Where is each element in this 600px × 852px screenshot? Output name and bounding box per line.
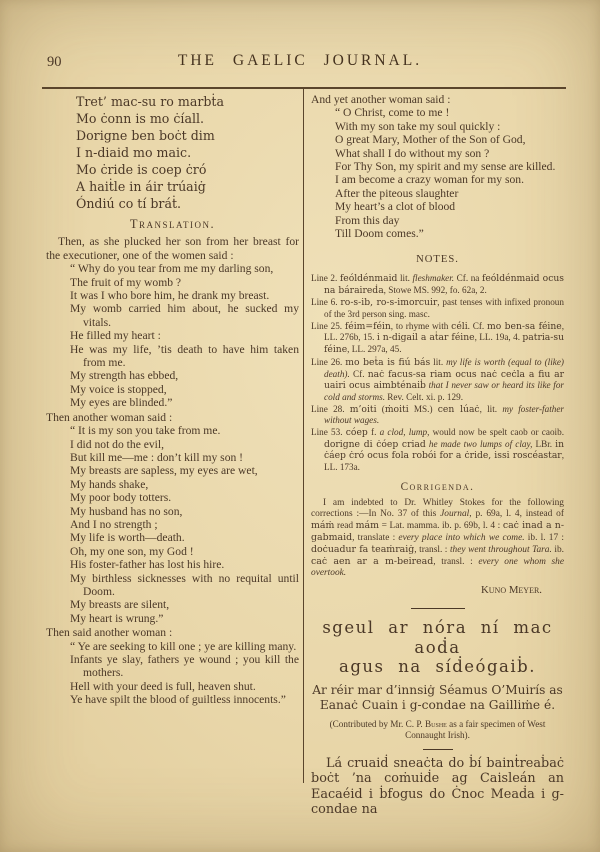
verse-line: He filled my heart : [70,329,161,343]
speaker-line-3: Then said another woman : [46,626,173,640]
verse-line: My eyes are blinded.” [70,396,173,410]
verse-line: For Thy Son, my spirit and my sense are killed. [335,160,556,174]
gaelic-verse-line: I n-diaid mo maic. [76,145,192,160]
right-column [311,92,564,818]
verse-line: After the piteous slaughter [335,186,459,200]
text-segment: ro-s-ib, ro-s-imorcuir [340,297,438,309]
verse-line: Hell with your deed is full, heaven shut. [70,679,256,693]
gaelic-verse-line: Mo ċonn is mo ċíall. [76,111,205,126]
verse-line: I did not do the evil, [70,437,165,451]
gaelic-verse-line: Óndiú co tí bráṫ. [76,196,182,211]
text-segment: i n-digail a aṫar féine [376,332,475,344]
verse-line: “ Why do you tear from me my darling son, [70,262,274,276]
gaelic-verse-line: Mo ċride is coep ċró [76,162,207,177]
story-subtitle: Ar réir mar d’innsiġ Séamus O’Muirís as Eanaċ Cuain i g-condae na Gailliṁe é. [312,682,563,712]
text-segment: feóldénmaid ocus na báraireḋa [324,272,564,296]
verse-line: With my son take my soul quickly : [335,119,501,133]
text-segment: caċ aen ar a m-beiread [311,556,434,568]
speaker-line-4: And yet another woman said : [311,93,451,106]
text-segment: patria-su féine [324,332,564,356]
verse-line: Infants ye slay, fathers ye wound ; you kill the mothers. [70,653,299,680]
verse-line: My heart is wrung.” [70,611,164,625]
text-segment: m’oiti [349,403,377,415]
text-segment: cóep [345,427,368,439]
page-number: 90 [47,54,62,70]
section-divider [411,608,465,610]
corrigenda-paragraph: I am indebted to Dr. Whitley Stokes for the following corrections :—In No. 37 of this Journal, p. 69a, l. 4, instead of máṁ read mám = Lat. mamma. ib. p. 69b, l. 4 : caċ inad a n-gabmaid, translate : every place into which we come. ib. l. 17 : doċuadur fa teaṁraiġ, transl. : they went throughout Tara. ib. caċ aen ar a m-beiread, transl. : every one whom she overtook. [311,498,565,579]
text-segment: every one whom she overtook. [311,557,564,579]
text-segment: ṁoiti [384,403,409,415]
gaelic-verse-line: Tret’ mac-su ro marbṫa [76,94,224,109]
note-item: Line 2. feóldénmaid lit. fleshmaker. Cf. na feóldénmaid ocus na báraireḋa, Stowe MS. 992, fo. 62a, 2. [311,272,564,296]
text-segment: my foster-father without wages. [324,403,565,426]
verse-line: It was I who bore him, he drank my breast. [70,289,270,303]
journal-title: THE GAELIC JOURNAL. [177,52,423,69]
text-segment: mo beṫa is fiú bás [345,356,431,368]
corrigenda-heading: Corrigenda. [400,480,475,493]
text-segment: Journal [440,509,470,520]
speaker-line-2: Then another woman said : [46,410,173,424]
story-title-line-1: sgeul ar nóra ní mac aoḋa [322,618,553,657]
verse-line: Oh, my one son, my God ! [70,544,194,558]
text-segment: céli [451,320,468,332]
text-segment: a clod, lump, [379,427,430,438]
text-segment: in ċáep ċró ocus fola robói for a ċride, issi roscéastar [324,438,565,462]
text-segment: mo ben-sa féine [487,320,562,332]
text-segment: naċ facus-sa riam ocus naċ ceċla a fiu ar uairi ocus aimbténaiḃ [324,368,564,392]
verse-line: What shall I do without my son ? [335,146,490,160]
text-segment: doċuadur fa teaṁraiġ [311,544,415,556]
notes-list [311,273,564,473]
gaelic-poem [76,93,299,212]
text-segment: they went throughout Tara. [449,545,552,556]
text-segment: every place into which we come. [398,533,525,544]
verse-line: My poor body totters. [70,491,172,505]
author-signature: Kuno Meyer. [480,584,542,597]
text-segment: caċ inad a n-gabmaid [311,520,565,544]
verse-line: My husband has no son, [70,504,183,518]
text-segment: cen lúaċ [437,403,480,415]
gaelic-verse-line: A haiṫle in áir trúaiġ [76,179,206,194]
verse-line: My breasts are silent, [70,598,170,612]
verse-line: “ O Christ, come to me ! [335,106,450,120]
verse-line: His foster-father has lost his hire. [70,558,225,572]
translation-intro: Then, as she plucked her son from her breast for the executioner, one of the women said : [46,235,299,262]
stanza-3 [70,640,299,707]
verse-line: O great Mary, Mother of the Son of God, [335,133,526,147]
verse-line: My hands shake, [70,477,149,491]
text-segment: fleshmaker. [412,272,455,283]
text-segment: mám [355,520,380,532]
verse-line: My birthless sicknesses with no requital until Doom. [70,571,299,598]
notes-heading: NOTES. [416,254,459,266]
gaelic-verse-line: Dorigne ben boċt dim [76,128,215,143]
contribution-note: (Contributed by Mr. C. P. Bushe as a fair specimen of West Connaught Irish). [329,718,546,740]
verse-line: Till Doom comes.” [335,227,424,241]
story-divider [423,749,453,750]
note-item: Line 26. mo beṫa is fiú bás lit. my life is worth (equal to (like) death). Cf. naċ facus-sa riam ocus naċ ceċla a fiu ar uairi ocus aimbténaiḃ that I never saw or heard its like for cold and storms. Rev. Celt. xi. p. 129. [311,356,565,402]
verse-line: And I no strength ; [70,517,158,531]
note-item: Line 6. ro-s-ib, ro-s-imorcuir, past tenses with infixed pronoun of the 3rd person sing. masc. [311,297,564,319]
verse-line: Ye have spilt the blood of guiltless innocents.” [70,693,286,707]
verse-line: My heart’s a clot of blood [335,200,456,214]
text-segment: féim=féin [344,320,391,332]
text-segment: feóldénmaid [339,272,398,284]
note-item: Line 28. m’oiti (ṁoiti MS.) cen lúaċ, lit. my foster-father without wages. [311,403,565,426]
verse-line: From this day [335,213,400,227]
verse-line: My voice is stopped, [70,382,167,396]
column-divider [303,88,304,783]
text-segment: my life is worth (equal to (like) death). [324,356,564,379]
verse-line: I am become a crazy woman for my son. [335,173,524,187]
verse-line: “ Ye are seeking to kill one ; ye are killing many. [70,639,297,653]
verse-line: “ It is my son you take from me. [70,424,221,438]
text-segment: he made two lumps of clay, [428,438,533,449]
story-title-line-2: agus na síḋeógaiḃ. [339,657,536,677]
text-segment: dorigne di ċóep criad [324,438,426,450]
note-item: Line 25. féim=féin, to rhyme with céli. Cf. mo ben-sa féine, LL. 276b, 15. i n-digail a aṫar féine, LL. 19a, 4. patria-su féine, LL. 297a, 45. [311,320,565,356]
text-segment: that I never saw or heard its like for cold and storms. [324,380,565,402]
verse-line: My breasts are sapless, my eyes are wet, [70,464,258,478]
text-segment: Bushe [425,718,447,729]
note-item: Line 53. cóep f. a clod, lump, would now be spelt caob or caoib. dorigne di ċóep criad he made two lumps of clay, LBr. in ċáep ċró ocus fola robói for a ċride, issi roscéastar, LL. 173a. [311,427,565,473]
text-segment: máṁ [311,520,335,532]
stanza-2 [70,424,299,625]
verse-line: My strength has ebbed, [70,369,179,383]
stanza-1 [70,262,299,409]
verse-line: My life is worth—death. [70,531,185,545]
left-column [46,93,299,707]
translation-heading: Translation. [129,217,216,231]
story-opening-paragraph: Lá cruaiḋ sneaċta do ḃí bainṫreaḃaċ boċt ’na coṁuiḋe ag Caisleán an Eacaéid i ḃfogus do Ċnoc Meaḋa i g-condae na [311,755,564,818]
verse-line: He was my life, ’tis death to have him taken from me. [70,342,299,370]
verse-line: My womb carried him about, he sucked my vitals. [70,302,299,329]
stanza-4 [335,106,564,240]
verse-line: But kill me—me : don’t kill my son ! [70,450,244,464]
verse-line: The fruit of my womb ? [70,275,182,289]
